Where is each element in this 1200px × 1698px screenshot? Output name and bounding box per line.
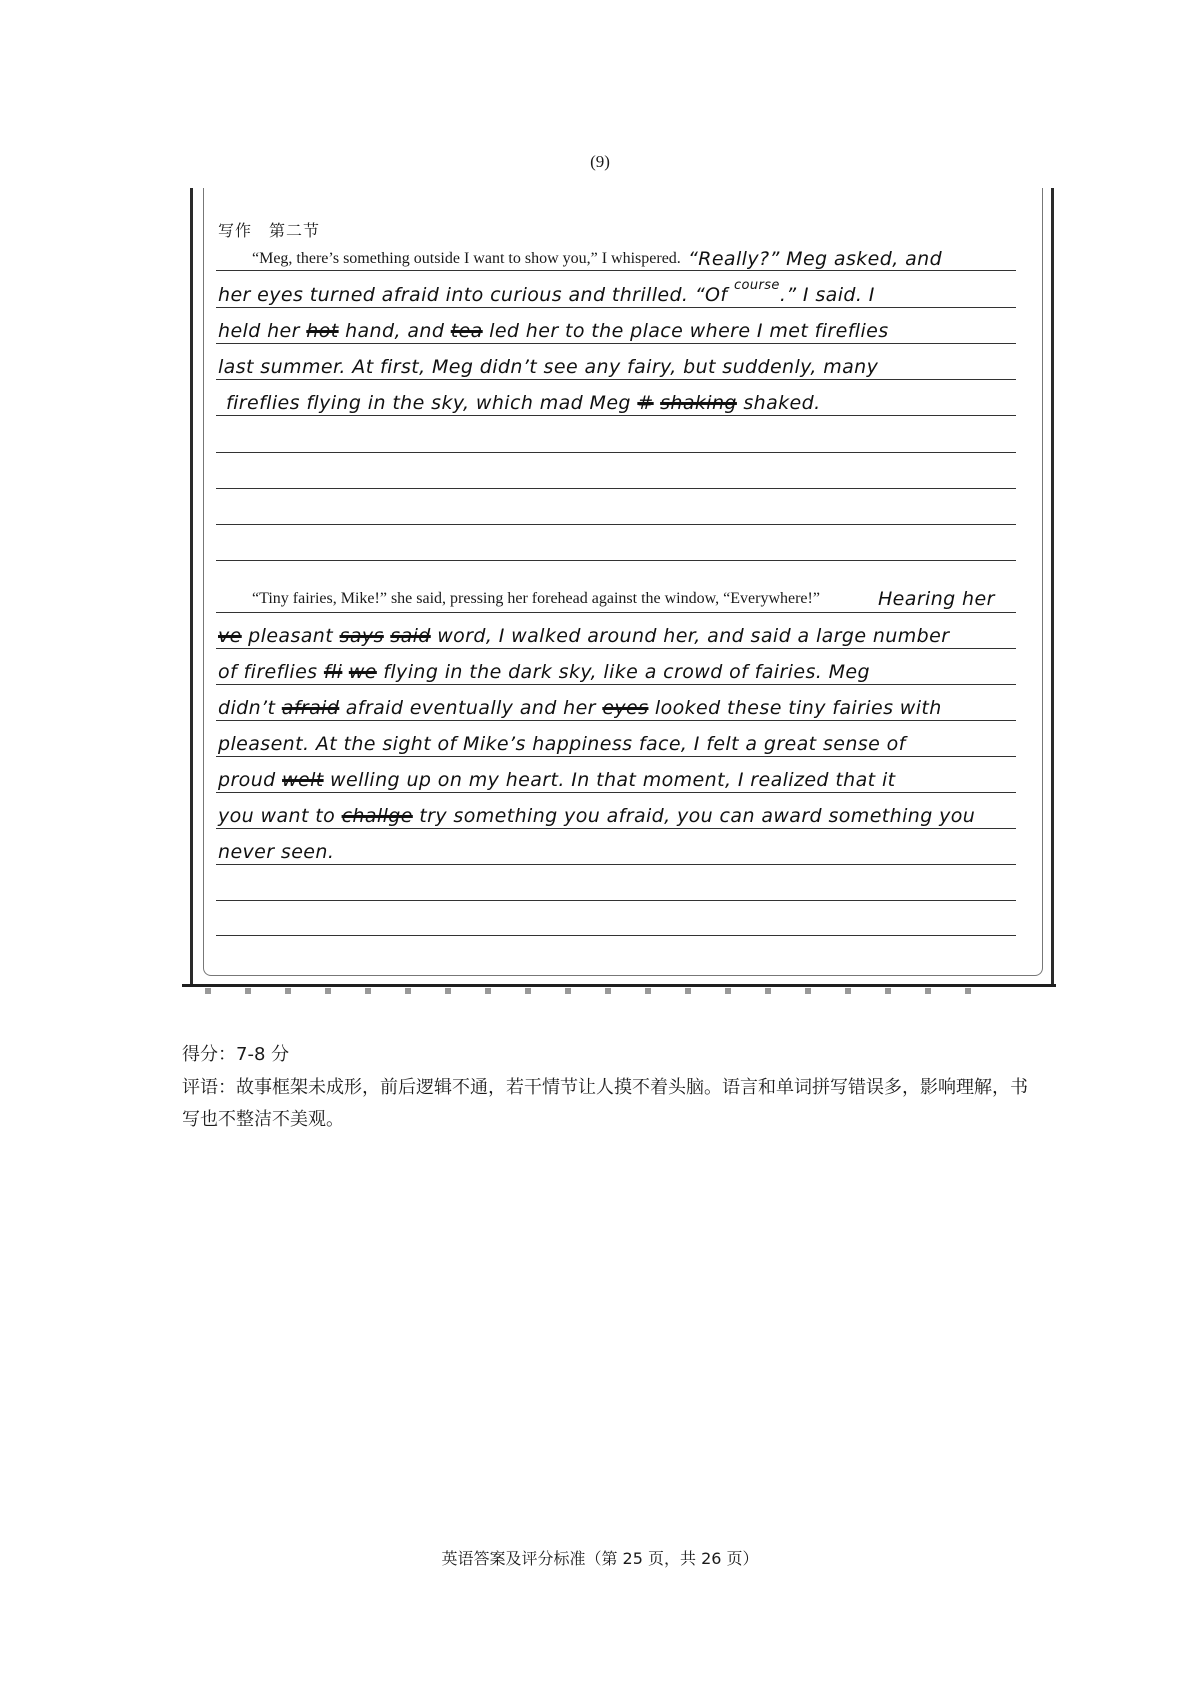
paragraph2-prompt: “Tiny fairies, Mike!” she said, pressing her forehead against the window, “Everywhere!” [252, 590, 820, 607]
writing-line-rule [216, 935, 1016, 936]
crossed-out-word: afraid [281, 697, 340, 719]
crossed-out-word: we [348, 661, 377, 683]
writing-line-rule [216, 756, 1016, 757]
handwriting-line: Hearing her [878, 588, 995, 610]
handwriting-line: last summer. At first, Meg didn’t see any fairy, but suddenly, many [218, 356, 879, 378]
handwriting-line: fireflies flying in the sky, which mad Meg # shaking shaked. [226, 392, 821, 414]
paragraph1-prompt: “Meg, there’s something outside I want to show you,” I whispered. [252, 250, 681, 267]
handwriting-line: didn’t afraid afraid eventually and her eyes looked these tiny fairies with [218, 697, 942, 719]
writing-line-rule [216, 343, 1016, 344]
crossed-out-word: hot [306, 320, 339, 342]
writing-line-rule [216, 828, 1016, 829]
handwriting-line: held her hot hand, and tea led her to the place where I met fireflies [218, 320, 889, 342]
sheet-bottom-edge [182, 984, 1056, 987]
crossed-out-word: tea [450, 320, 483, 342]
handwriting-line: her eyes turned afraid into curious and thrilled. “Of $^{course}$.” I said. I [218, 278, 875, 306]
comment-text: 评语：故事框架未成形，前后逻辑不通，若干情节让人摸不着头脑。语言和单词拼写错误多，影响理解，书写也不整洁不美观。 [182, 1077, 1028, 1130]
score-text: 得分：7-8 分 [182, 1044, 290, 1065]
crossed-out-word: challge [341, 805, 413, 827]
crossed-out-word: # [637, 392, 654, 414]
crossed-out-word: fli [323, 661, 343, 683]
writing-line-rule [216, 307, 1016, 308]
crossed-out-word: says [339, 625, 384, 647]
handwriting-line: “Really?” Meg asked, and [688, 248, 943, 270]
writing-line-rule [216, 720, 1016, 721]
writing-line-rule [216, 648, 1016, 649]
writing-line-rule [216, 684, 1016, 685]
crossed-out-word: ve [218, 625, 242, 647]
writing-line-rule [216, 524, 1016, 525]
page-number: (9) [590, 152, 610, 171]
handwriting-line: ve pleasant says said word, I walked around her, and said a large number [218, 625, 950, 647]
writing-line-rule [216, 900, 1016, 901]
writing-line-rule [216, 612, 1016, 613]
handwriting-line: pleasent. At the sight of Mike’s happiness face, I felt a great sense of [218, 733, 906, 755]
crossed-out-word: welt [282, 769, 324, 791]
crossed-out-word: said [390, 625, 431, 647]
crossed-out-word: eyes [602, 697, 649, 719]
writing-line-rule [216, 560, 1016, 561]
writing-line-rule [216, 864, 1016, 865]
sheet-bottom-marks [205, 988, 1005, 994]
writing-line-rule [216, 379, 1016, 380]
writing-line-rule [216, 452, 1016, 453]
handwriting-line: proud welt welling up on my heart. In that moment, I realized that it [218, 769, 896, 791]
section-title: 写作 第二节 [218, 221, 321, 240]
handwriting-line: you want to challge try something you afraid, you can award something you [218, 805, 976, 827]
page-footer: 英语答案及评分标准（第 25 页，共 26 页） [441, 1549, 759, 1568]
writing-line-rule [216, 270, 1016, 271]
handwriting-line: never seen. [218, 841, 335, 863]
writing-line-rule [216, 792, 1016, 793]
crossed-out-word: shaking [660, 392, 737, 414]
writing-line-rule [216, 488, 1016, 489]
handwriting-line: of fireflies fli we flying in the dark sky, like a crowd of fairies. Meg [218, 661, 870, 683]
writing-line-rule [216, 415, 1016, 416]
